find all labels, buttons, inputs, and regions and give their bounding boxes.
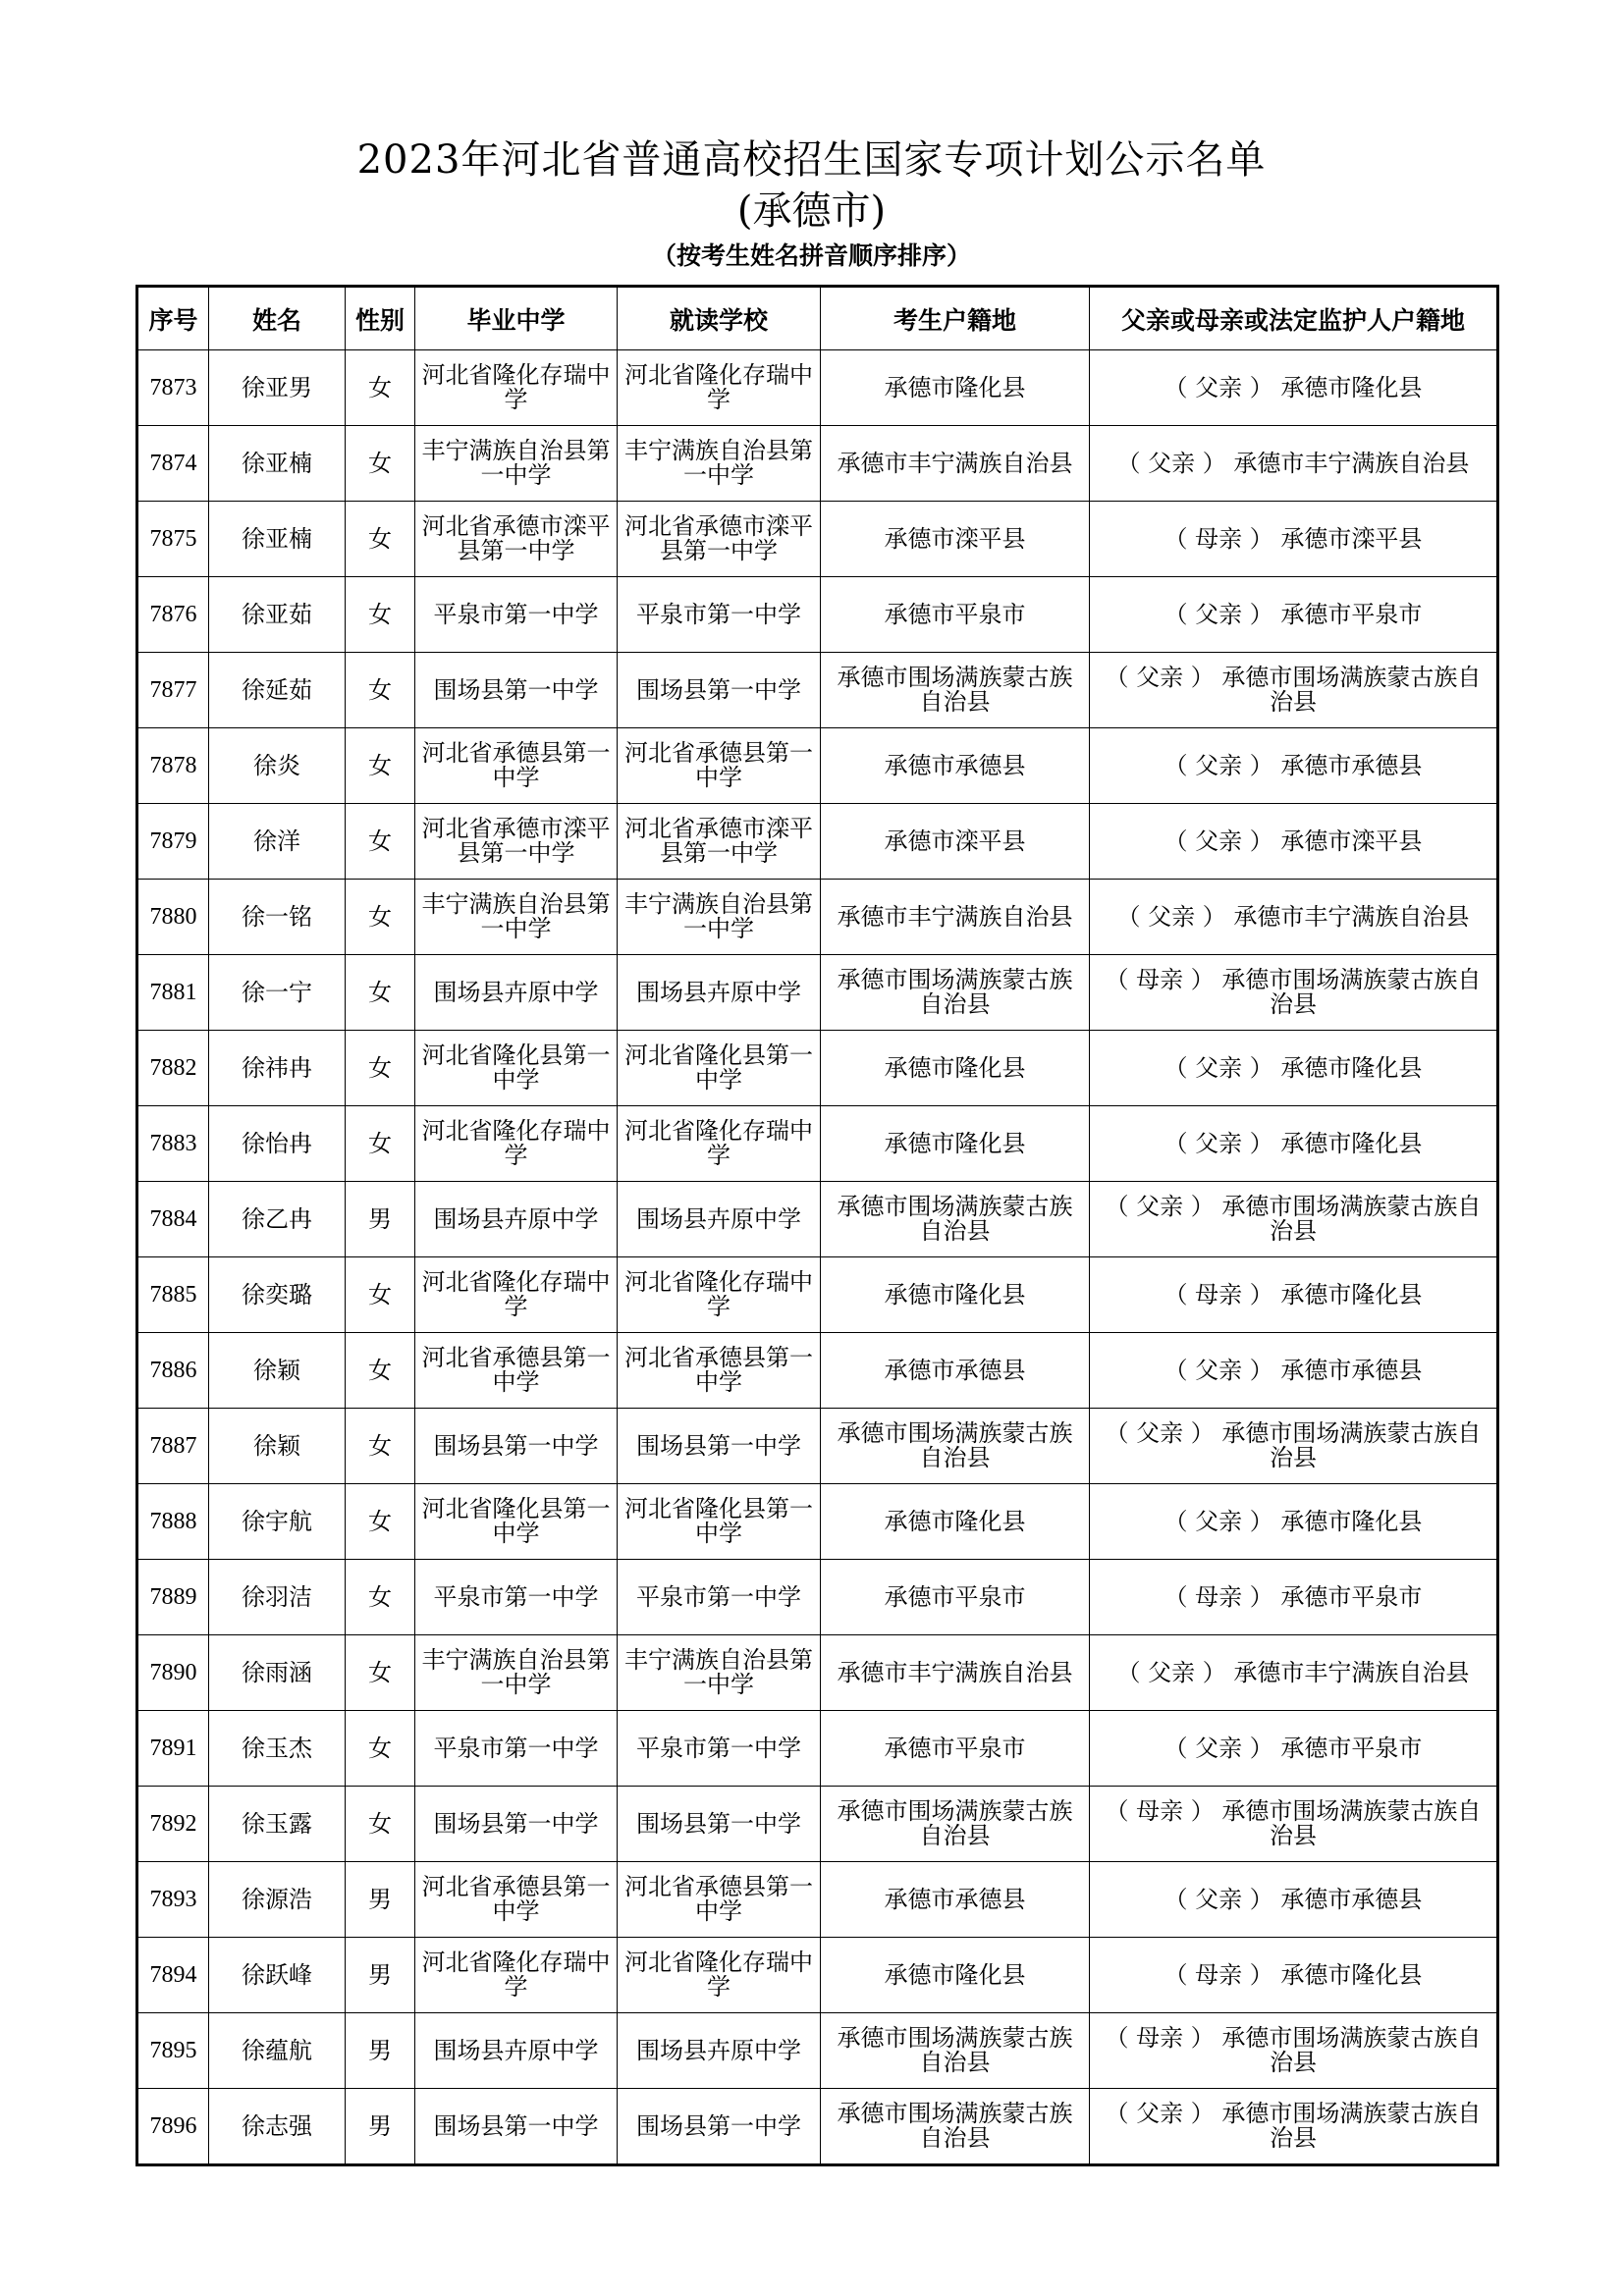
cell-student-hukou: 承德市围场满族蒙古族自治县 — [821, 653, 1090, 728]
cell-gender: 女 — [346, 880, 415, 955]
header-guardian-hukou: 父亲或母亲或法定监护人户籍地 — [1090, 287, 1498, 350]
cell-current-school: 河北省承德县第一中学 — [618, 1333, 821, 1409]
cell-student-hukou: 承德市丰宁满族自治县 — [821, 880, 1090, 955]
cell-graduated-school: 河北省承德县第一中学 — [415, 728, 618, 804]
header-row — [137, 287, 1498, 350]
table-row — [137, 350, 1498, 426]
table-row — [137, 1106, 1498, 1182]
cell-name: 徐跃峰 — [209, 1938, 346, 2013]
cell-gender: 女 — [346, 1635, 415, 1711]
cell-current-school: 围场县第一中学 — [618, 2089, 821, 2165]
cell-guardian-hukou: （ 父亲 ） 承德市滦平县 — [1090, 804, 1498, 880]
cell-name: 徐延茹 — [209, 653, 346, 728]
cell-name: 徐洋 — [209, 804, 346, 880]
cell-student-hukou: 承德市围场满族蒙古族自治县 — [821, 2089, 1090, 2165]
cell-guardian-hukou: （ 父亲 ） 承德市丰宁满族自治县 — [1090, 1635, 1498, 1711]
cell-guardian-hukou: （ 母亲 ） 承德市围场满族蒙古族自治县 — [1090, 1787, 1498, 1862]
table-row — [137, 577, 1498, 653]
cell-graduated-school: 平泉市第一中学 — [415, 1560, 618, 1635]
admission-list-table — [135, 285, 1499, 2166]
cell-student-hukou: 承德市隆化县 — [821, 1938, 1090, 2013]
cell-student-hukou: 承德市围场满族蒙古族自治县 — [821, 1787, 1090, 1862]
table-row — [137, 1862, 1498, 1938]
cell-student-hukou: 承德市围场满族蒙古族自治县 — [821, 2013, 1090, 2089]
table-row — [137, 1031, 1498, 1106]
cell-student-hukou: 承德市隆化县 — [821, 1484, 1090, 1560]
cell-graduated-school: 围场县第一中学 — [415, 1787, 618, 1862]
cell-gender: 女 — [346, 1787, 415, 1862]
table-row — [137, 1257, 1498, 1333]
table-row — [137, 728, 1498, 804]
cell-current-school: 平泉市第一中学 — [618, 1560, 821, 1635]
table-row — [137, 804, 1498, 880]
cell-graduated-school: 丰宁满族自治县第一中学 — [415, 426, 618, 502]
cell-graduated-school: 平泉市第一中学 — [415, 1711, 618, 1787]
cell-guardian-hukou: （ 父亲 ） 承德市平泉市 — [1090, 577, 1498, 653]
cell-current-school: 丰宁满族自治县第一中学 — [618, 426, 821, 502]
cell-graduated-school: 河北省隆化县第一中学 — [415, 1484, 618, 1560]
table-row — [137, 1787, 1498, 1862]
cell-guardian-hukou: （ 母亲 ） 承德市围场满族蒙古族自治县 — [1090, 955, 1498, 1031]
cell-current-school: 围场县第一中学 — [618, 653, 821, 728]
cell-serial: 7883 — [137, 1106, 209, 1182]
cell-graduated-school: 平泉市第一中学 — [415, 577, 618, 653]
cell-serial: 7885 — [137, 1257, 209, 1333]
table-row — [137, 880, 1498, 955]
cell-serial: 7874 — [137, 426, 209, 502]
cell-serial: 7881 — [137, 955, 209, 1031]
cell-graduated-school: 河北省隆化县第一中学 — [415, 1031, 618, 1106]
cell-student-hukou: 承德市承德县 — [821, 1862, 1090, 1938]
cell-serial: 7876 — [137, 577, 209, 653]
cell-graduated-school: 河北省承德县第一中学 — [415, 1862, 618, 1938]
cell-gender: 女 — [346, 728, 415, 804]
cell-graduated-school: 丰宁满族自治县第一中学 — [415, 1635, 618, 1711]
cell-name: 徐宇航 — [209, 1484, 346, 1560]
cell-guardian-hukou: （ 父亲 ） 承德市平泉市 — [1090, 1711, 1498, 1787]
cell-student-hukou: 承德市平泉市 — [821, 1711, 1090, 1787]
cell-current-school: 河北省隆化存瑞中学 — [618, 1257, 821, 1333]
cell-current-school: 围场县卉原中学 — [618, 955, 821, 1031]
cell-graduated-school: 围场县卉原中学 — [415, 1182, 618, 1257]
cell-name: 徐奕璐 — [209, 1257, 346, 1333]
cell-gender: 女 — [346, 1560, 415, 1635]
cell-graduated-school: 丰宁满族自治县第一中学 — [415, 880, 618, 955]
cell-serial: 7893 — [137, 1862, 209, 1938]
cell-guardian-hukou: （ 父亲 ） 承德市隆化县 — [1090, 1031, 1498, 1106]
cell-gender: 男 — [346, 1862, 415, 1938]
cell-serial: 7894 — [137, 1938, 209, 2013]
cell-name: 徐怡冉 — [209, 1106, 346, 1182]
cell-name: 徐一宁 — [209, 955, 346, 1031]
cell-name: 徐亚茹 — [209, 577, 346, 653]
cell-student-hukou: 承德市承德县 — [821, 728, 1090, 804]
cell-current-school: 围场县卉原中学 — [618, 1182, 821, 1257]
cell-serial: 7879 — [137, 804, 209, 880]
cell-serial: 7873 — [137, 350, 209, 426]
cell-guardian-hukou: （ 父亲 ） 承德市围场满族蒙古族自治县 — [1090, 653, 1498, 728]
cell-current-school: 平泉市第一中学 — [618, 1711, 821, 1787]
cell-gender: 女 — [346, 804, 415, 880]
cell-serial: 7896 — [137, 2089, 209, 2165]
cell-name: 徐雨涵 — [209, 1635, 346, 1711]
cell-student-hukou: 承德市隆化县 — [821, 350, 1090, 426]
cell-guardian-hukou: （ 母亲 ） 承德市隆化县 — [1090, 1938, 1498, 2013]
cell-gender: 女 — [346, 1031, 415, 1106]
table-row — [137, 1484, 1498, 1560]
table-row — [137, 2013, 1498, 2089]
cell-student-hukou: 承德市滦平县 — [821, 804, 1090, 880]
cell-guardian-hukou: （ 母亲 ） 承德市平泉市 — [1090, 1560, 1498, 1635]
cell-student-hukou: 承德市平泉市 — [821, 577, 1090, 653]
cell-gender: 女 — [346, 653, 415, 728]
cell-graduated-school: 围场县第一中学 — [415, 653, 618, 728]
cell-gender: 女 — [346, 502, 415, 577]
cell-guardian-hukou: （ 父亲 ） 承德市承德县 — [1090, 728, 1498, 804]
cell-name: 徐志强 — [209, 2089, 346, 2165]
cell-gender: 女 — [346, 577, 415, 653]
cell-name: 徐源浩 — [209, 1862, 346, 1938]
cell-serial: 7895 — [137, 2013, 209, 2089]
document-title: 2023年河北省普通高校招生国家专项计划公示名单 — [356, 137, 1267, 183]
table-row — [137, 1938, 1498, 2013]
cell-serial: 7875 — [137, 502, 209, 577]
cell-current-school: 河北省隆化县第一中学 — [618, 1484, 821, 1560]
cell-serial: 7877 — [137, 653, 209, 728]
cell-student-hukou: 承德市隆化县 — [821, 1031, 1090, 1106]
cell-student-hukou: 承德市丰宁满族自治县 — [821, 426, 1090, 502]
cell-student-hukou: 承德市丰宁满族自治县 — [821, 1635, 1090, 1711]
cell-gender: 男 — [346, 2013, 415, 2089]
table-row — [137, 1560, 1498, 1635]
table-row — [137, 955, 1498, 1031]
cell-name: 徐玉露 — [209, 1787, 346, 1862]
cell-graduated-school: 围场县卉原中学 — [415, 955, 618, 1031]
cell-graduated-school: 河北省承德县第一中学 — [415, 1333, 618, 1409]
cell-student-hukou: 承德市围场满族蒙古族自治县 — [821, 955, 1090, 1031]
cell-serial: 7880 — [137, 880, 209, 955]
cell-guardian-hukou: （ 父亲 ） 承德市围场满族蒙古族自治县 — [1090, 1409, 1498, 1484]
cell-name: 徐亚楠 — [209, 426, 346, 502]
cell-guardian-hukou: （ 母亲 ） 承德市隆化县 — [1090, 1257, 1498, 1333]
cell-serial: 7892 — [137, 1787, 209, 1862]
cell-gender: 男 — [346, 1938, 415, 2013]
cell-serial: 7886 — [137, 1333, 209, 1409]
cell-gender: 女 — [346, 350, 415, 426]
cell-serial: 7878 — [137, 728, 209, 804]
cell-guardian-hukou: （ 父亲 ） 承德市隆化县 — [1090, 350, 1498, 426]
cell-graduated-school: 河北省隆化存瑞中学 — [415, 1257, 618, 1333]
cell-name: 徐炎 — [209, 728, 346, 804]
cell-serial: 7890 — [137, 1635, 209, 1711]
cell-current-school: 河北省承德市滦平县第一中学 — [618, 502, 821, 577]
cell-guardian-hukou: （ 父亲 ） 承德市隆化县 — [1090, 1484, 1498, 1560]
cell-current-school: 河北省隆化存瑞中学 — [618, 350, 821, 426]
cell-current-school: 围场县第一中学 — [618, 1787, 821, 1862]
cell-serial: 7882 — [137, 1031, 209, 1106]
cell-gender: 女 — [346, 1257, 415, 1333]
cell-guardian-hukou: （ 父亲 ） 承德市承德县 — [1090, 1333, 1498, 1409]
header-student-hukou: 考生户籍地 — [821, 287, 1090, 350]
cell-guardian-hukou: （ 母亲 ） 承德市滦平县 — [1090, 502, 1498, 577]
cell-guardian-hukou: （ 父亲 ） 承德市丰宁满族自治县 — [1090, 426, 1498, 502]
header-graduated-school: 毕业中学 — [415, 287, 618, 350]
cell-graduated-school: 围场县第一中学 — [415, 2089, 618, 2165]
document-subtitle: (承德市) — [736, 188, 887, 234]
cell-name: 徐玉杰 — [209, 1711, 346, 1787]
cell-name: 徐蕴航 — [209, 2013, 346, 2089]
cell-student-hukou: 承德市围场满族蒙古族自治县 — [821, 1182, 1090, 1257]
cell-name: 徐亚楠 — [209, 502, 346, 577]
cell-current-school: 河北省承德县第一中学 — [618, 728, 821, 804]
cell-gender: 男 — [346, 1182, 415, 1257]
cell-graduated-school: 围场县卉原中学 — [415, 2013, 618, 2089]
header-current-school: 就读学校 — [618, 287, 821, 350]
cell-graduated-school: 河北省隆化存瑞中学 — [415, 1938, 618, 2013]
table-row — [137, 1711, 1498, 1787]
header-gender: 性别 — [346, 287, 415, 350]
cell-name: 徐一铭 — [209, 880, 346, 955]
cell-current-school: 丰宁满族自治县第一中学 — [618, 880, 821, 955]
header-name: 姓名 — [209, 287, 346, 350]
cell-gender: 女 — [346, 1711, 415, 1787]
cell-graduated-school: 河北省承德市滦平县第一中学 — [415, 804, 618, 880]
table-row — [137, 502, 1498, 577]
cell-name: 徐颖 — [209, 1409, 346, 1484]
table-row — [137, 1333, 1498, 1409]
cell-gender: 男 — [346, 2089, 415, 2165]
table-row — [137, 653, 1498, 728]
table-row — [137, 1635, 1498, 1711]
cell-gender: 女 — [346, 1333, 415, 1409]
cell-gender: 女 — [346, 955, 415, 1031]
cell-student-hukou: 承德市平泉市 — [821, 1560, 1090, 1635]
cell-guardian-hukou: （ 父亲 ） 承德市丰宁满族自治县 — [1090, 880, 1498, 955]
cell-name: 徐颖 — [209, 1333, 346, 1409]
cell-current-school: 围场县第一中学 — [618, 1409, 821, 1484]
cell-guardian-hukou: （ 父亲 ） 承德市承德县 — [1090, 1862, 1498, 1938]
cell-student-hukou: 承德市围场满族蒙古族自治县 — [821, 1409, 1090, 1484]
cell-gender: 女 — [346, 426, 415, 502]
cell-gender: 女 — [346, 1106, 415, 1182]
cell-name: 徐亚男 — [209, 350, 346, 426]
cell-graduated-school: 河北省隆化存瑞中学 — [415, 350, 618, 426]
cell-guardian-hukou: （ 父亲 ） 承德市隆化县 — [1090, 1106, 1498, 1182]
cell-student-hukou: 承德市隆化县 — [821, 1106, 1090, 1182]
cell-serial: 7887 — [137, 1409, 209, 1484]
cell-current-school: 平泉市第一中学 — [618, 577, 821, 653]
cell-student-hukou: 承德市滦平县 — [821, 502, 1090, 577]
cell-graduated-school: 河北省隆化存瑞中学 — [415, 1106, 618, 1182]
sort-note: （按考生姓名拼音顺序排序） — [651, 241, 971, 270]
cell-current-school: 河北省承德市滦平县第一中学 — [618, 804, 821, 880]
table-row — [137, 426, 1498, 502]
table-body — [137, 350, 1498, 2165]
table-row — [137, 1182, 1498, 1257]
cell-current-school: 河北省隆化存瑞中学 — [618, 1938, 821, 2013]
cell-current-school: 围场县卉原中学 — [618, 2013, 821, 2089]
cell-gender: 女 — [346, 1409, 415, 1484]
table-row — [137, 1409, 1498, 1484]
cell-serial: 7889 — [137, 1560, 209, 1635]
cell-current-school: 河北省承德县第一中学 — [618, 1862, 821, 1938]
cell-current-school: 河北省隆化存瑞中学 — [618, 1106, 821, 1182]
cell-serial: 7884 — [137, 1182, 209, 1257]
header-serial: 序号 — [137, 287, 209, 350]
title-block — [0, 133, 1623, 277]
cell-guardian-hukou: （ 父亲 ） 承德市围场满族蒙古族自治县 — [1090, 2089, 1498, 2165]
cell-serial: 7888 — [137, 1484, 209, 1560]
cell-current-school: 丰宁满族自治县第一中学 — [618, 1635, 821, 1711]
cell-name: 徐祎冉 — [209, 1031, 346, 1106]
cell-name: 徐乙冉 — [209, 1182, 346, 1257]
cell-guardian-hukou: （ 母亲 ） 承德市围场满族蒙古族自治县 — [1090, 2013, 1498, 2089]
cell-graduated-school: 河北省承德市滦平县第一中学 — [415, 502, 618, 577]
cell-gender: 女 — [346, 1484, 415, 1560]
cell-current-school: 河北省隆化县第一中学 — [618, 1031, 821, 1106]
cell-student-hukou: 承德市隆化县 — [821, 1257, 1090, 1333]
cell-guardian-hukou: （ 父亲 ） 承德市围场满族蒙古族自治县 — [1090, 1182, 1498, 1257]
table-row — [137, 2089, 1498, 2165]
cell-name: 徐羽洁 — [209, 1560, 346, 1635]
cell-graduated-school: 围场县第一中学 — [415, 1409, 618, 1484]
cell-student-hukou: 承德市承德县 — [821, 1333, 1090, 1409]
cell-serial: 7891 — [137, 1711, 209, 1787]
